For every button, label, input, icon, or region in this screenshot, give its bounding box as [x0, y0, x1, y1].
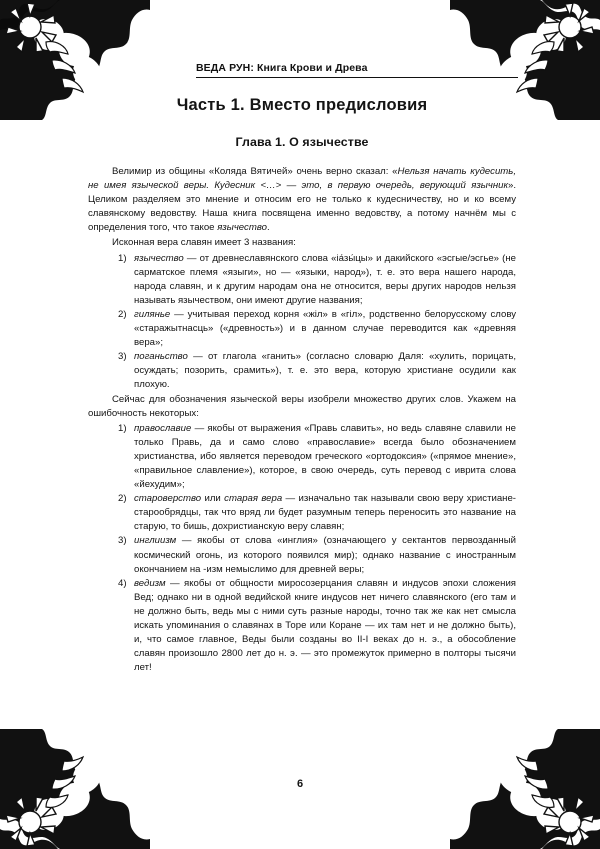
list-item: православие — якобы от выражения «Правь славить», но ведь славяне славили не только Правь, да и само слово «православие» всегда было обозначением христианства, ибо является переводом греческого «ортодоксия» («прямое мнение», «правильное славление»), которое, в свою очередь, суть перевод с иврита слова «йехудим»; [134, 422, 516, 491]
header-rule [196, 77, 518, 78]
list-item: ведизм — якобы от общности миросозерцания славян и индусов эпохи сложения Вед; однако ни в одной ведийской книге индусов нет ничего славянского (его там и не должно быть, ведь мы с ними суть разные народы, точно так же как нет смысла искать упоминания о славянах в Торе или Коране — их там нет и не должно быть), и, что самое главное, Веды были созданы во II-I веках до н. э., а обособление славян произошло 2800 лет до н. э. — это промежуток примерно в полторы тысячи лет! [134, 577, 516, 674]
list-item: поганьство — от глагола «ганить» (согласно словарю Даля: «хулить, порицать, осуждать; позорить, срамить»), т. е. это вера, которую христиане осудили как плохую. [134, 351, 516, 391]
chapter-title: Глава 1. О язычестве [235, 135, 369, 149]
list-item: инглиизм — якобы от слова «инглия» (означающего у сектантов первозданный космический огонь, из которого появился мир); однако название с иностранным окончанием на -изм немыслимо для древней веры; [134, 535, 516, 575]
paragraph-wrong-names: Сейчас для обозначения языческой веры изобрели множество других слов. Укажем на ошибочность некоторых: [88, 393, 516, 419]
list-item: гилянье — учитывая переход корня «жiл» в «гiл», родственно белорусскому слову «старажытнасць» («древность») и в данном случае переводится как «древняя вера»; [134, 308, 516, 349]
list-item: староверство или старая вера — изначально так называли свою веру христиане-старообрядцы, так что вряд ли будет разумным теперь переносить это название на старую, то бишь, дохристианскую веру славян; [134, 493, 516, 533]
page-content [88, 96, 516, 675]
page-title: Часть 1. Вместо предисловия [176, 96, 428, 114]
running-head-text: ВЕДА РУН: Книга Крови и Древа [196, 62, 368, 74]
list-wrong-names [88, 422, 516, 676]
paragraph-three-names: Исконная вера славян имеет 3 названия: [112, 237, 296, 249]
paragraph-intro: Велимир из общины «Коляда Вятичей» очень верно сказал: «Нельзя начать кудесить, не имея языческой веры. Кудесник <…> — это, в первую очередь, верующий язычник». Целиком разделяем это мнение и относим его не только к кудесничеству, но и ко всему славянскому ведовству. Наша книга посвящена именно ведовству, а потому начнём мы с определения того, что такое язычество. [88, 166, 516, 234]
running-header [196, 62, 518, 78]
list-item: язычество — от древнеславянского слова «iа́зы́цы» и дакийского «эсгые/эсгье» (не сарматское племя «языги», но — «языки, народ»), т. е. это вера нашего народа, народа славян, и к другим народам она не относится, веры других народов нельзя называть язычеством, они имеют другие названия; [134, 252, 516, 306]
list-true-names [88, 252, 516, 393]
page-number: 6 [296, 778, 304, 790]
